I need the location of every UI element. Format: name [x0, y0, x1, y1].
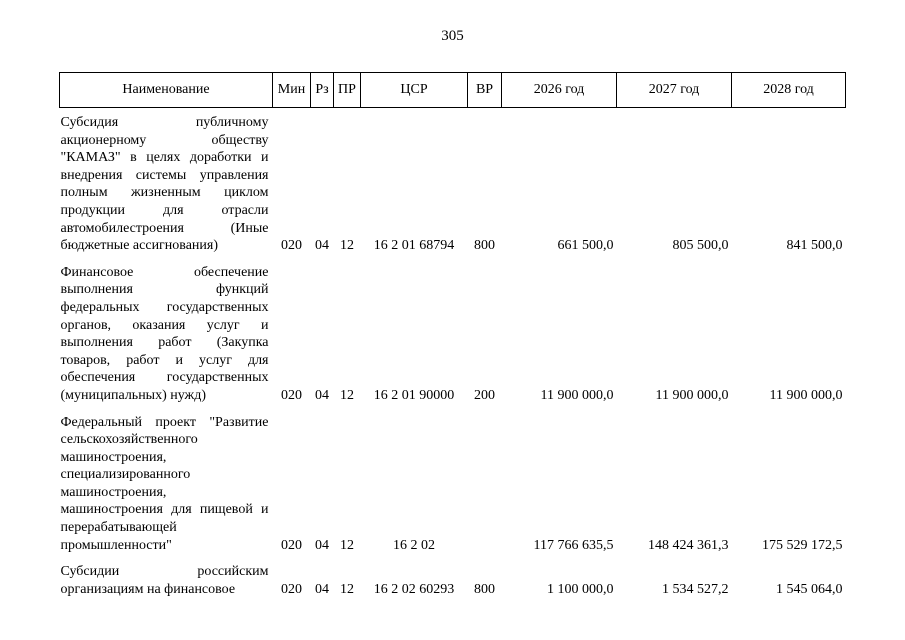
- row-min: 020: [281, 238, 302, 254]
- table-row: [60, 258, 846, 408]
- row-2026: 11 900 000,0: [540, 387, 614, 403]
- header-vr: ВР: [468, 73, 502, 108]
- row-csr: 16 2 01 68794: [373, 238, 455, 254]
- row-vr: 800: [474, 581, 495, 597]
- row-pr: 12: [340, 238, 354, 254]
- row-name: Федеральный проект "Развитие сельскохозяйственного машиностроения, специализированного машиностроения, машиностроения для пищевой и перерабатывающей промышленности": [60, 414, 269, 553]
- row-vr: 800: [474, 238, 495, 254]
- header-2026: 2026 год: [502, 73, 617, 108]
- row-pr: 12: [340, 537, 354, 553]
- header-min: Мин: [273, 73, 311, 108]
- row-rz: 04: [315, 238, 329, 254]
- row-2028: 841 500,0: [786, 238, 843, 254]
- page-number: 305: [441, 28, 464, 44]
- budget-table: [59, 72, 846, 601]
- row-2027: 1 534 527,2: [662, 581, 729, 597]
- header-2028: 2028 год: [732, 73, 846, 108]
- row-vr: 200: [474, 387, 495, 403]
- row-min: 020: [281, 581, 302, 597]
- header-2027: 2027 год: [617, 73, 732, 108]
- table-row: [60, 557, 846, 601]
- row-2028: 11 900 000,0: [769, 387, 843, 403]
- table-row: [60, 408, 846, 558]
- table-header-row: [60, 73, 846, 108]
- row-rz: 04: [315, 387, 329, 403]
- table-row: [60, 108, 846, 258]
- row-csr: 16 2 02 60293: [373, 581, 455, 597]
- row-pr: 12: [340, 581, 354, 597]
- row-min: 020: [281, 387, 302, 403]
- row-rz: 04: [315, 581, 329, 597]
- row-2028: 1 545 064,0: [776, 581, 843, 597]
- row-name: Финансовое обеспечение выполнения функций федеральных государственных органов, оказания услуг и выполнения работ (Закупка товаров, работ и услуг для обеспечения государственных (муниципальных) нужд): [60, 264, 269, 403]
- row-2027: 148 424 361,3: [648, 537, 729, 553]
- row-name: Субсидия публичному акционерному обществу "КАМАЗ" в целях доработки и внедрения системы управления полным жизненным циклом продукции для отрасли автомобилестроения (Иные бюджетные ассигнования): [60, 115, 269, 254]
- row-vr: [468, 408, 502, 558]
- row-2026: 117 766 635,5: [533, 537, 614, 553]
- row-min: 020: [281, 537, 302, 553]
- row-csr: 16 2 02: [393, 537, 435, 553]
- header-csr: ЦСР: [361, 73, 468, 108]
- header-pr: ПР: [334, 73, 361, 108]
- row-2028: 175 529 172,5: [762, 537, 843, 553]
- row-2027: 11 900 000,0: [655, 387, 729, 403]
- row-csr: 16 2 01 90000: [373, 387, 455, 403]
- row-pr: 12: [340, 387, 354, 403]
- header-rz: Рз: [311, 73, 334, 108]
- row-2026: 1 100 000,0: [547, 581, 614, 597]
- header-name: Наименование: [60, 73, 273, 108]
- row-2026: 661 500,0: [557, 238, 614, 254]
- row-2027: 805 500,0: [672, 238, 729, 254]
- row-rz: 04: [315, 537, 329, 553]
- row-name: Субсидии российским организациям на финансовое: [60, 564, 269, 597]
